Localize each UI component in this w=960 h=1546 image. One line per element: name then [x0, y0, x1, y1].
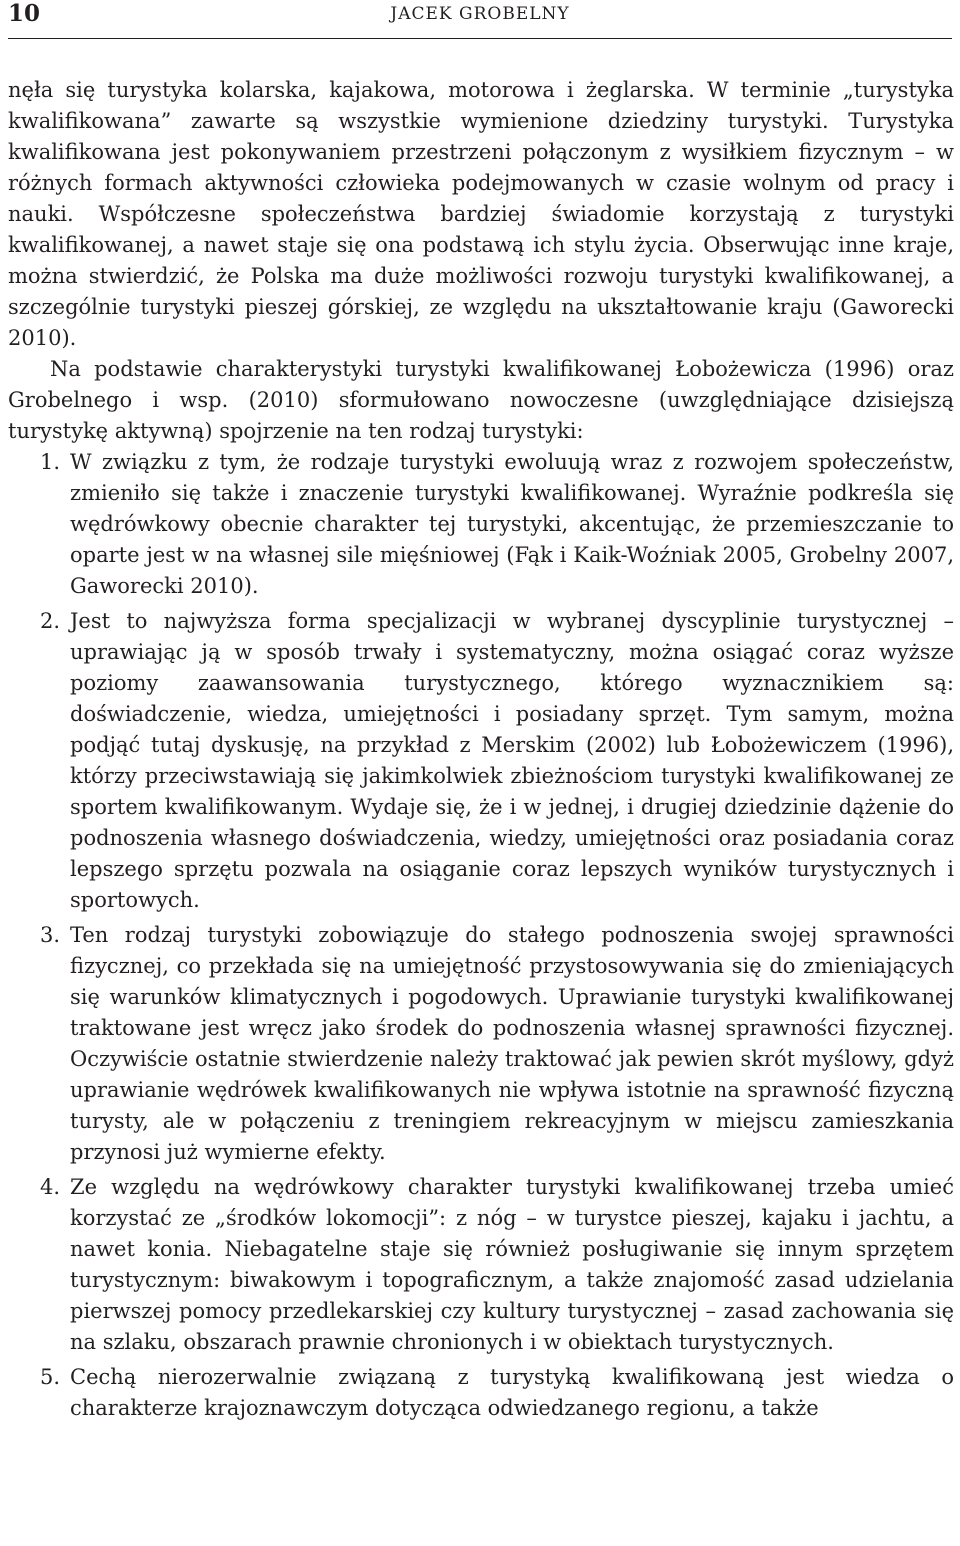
list-item-text: Cechą nierozerwalnie związaną z turystyką kwalifikowaną jest wiedza o charakterze krajoznawczym dotycząca odwiedzanego regionu, a także: [70, 1365, 954, 1420]
list-item-text: Jest to najwyższa forma specjalizacji w wybranej dyscyplinie turystycznej – uprawiając ją w sposób trwały i systematyczny, można osiągać coraz wyższe poziomy zaawansowania turystycznego, którego wyznacznikiem są: doświadczenie, wiedza, umiejętności i posiadany sprzęt. Tym samym, można podjąć tutaj dyskusję, na przykład z Merskim (2002) lub Łobożewiczem (1996), którzy przeciwstawiają się jakimkolwiek zbieżnościom turystyki kwalifikowanej ze sportem kwalifikowanym. Wydaje się, że i w jednej, i drugiej dziedzinie dążenie do podnoszenia własnego doświadczenia, wiedzy, umiejętności oraz posiadania coraz lepszego sprzętu pozwala na osiąganie coraz lepszych wyników turystycznych i sportowych.: [70, 609, 954, 912]
paragraph-continued: nęła się turystyka kolarska, kajakowa, motorowa i żeglarska. W terminie „turystyka kwalifikowana” zawarte są wszystkie wymienione dziedziny turystyki. Turystyka kwalifikowana jest pokonywaniem przestrzeni połączonym z wysiłkiem fizycznym – w różnych formach aktywności człowieka podejmowanych w czasie wolnym od pracy i nauki. Współczesne społeczeństwa bardziej świadomie korzystają z turystyki kwalifikowanej, a nawet staje się ona podstawą ich stylu życia. Obserwując inne kraje, można stwierdzić, że Polska ma duże możliwości rozwoju turystyki kwalifikowanej, a szczególnie turystyki pieszej górskiej, ze względu na ukształtowanie kraju (Gaworecki 2010).: [8, 78, 954, 350]
list-item-text: Ze względu na wędrówkowy charakter turystyki kwalifikowanej trzeba umieć korzystać ze „środków lokomocji”: z nóg – w turystce pieszej, kajaku i jachtu, a nawet konia. Niebagatelne staje się również posługiwanie się innym sprzętem turystycznym: biwakowym i topograficznym, a także znajomość zasad udzielania pierwszej pomocy przedlekarskiej czy kultury turystycznej – zasad zachowania się na szlaku, obszarach prawnie chronionych i w obiektach turystycznych.: [70, 1175, 954, 1354]
list-item-number: 4.: [39, 1175, 60, 1199]
list-item: [8, 920, 954, 1168]
list-item-number: 2.: [39, 609, 60, 633]
list-item-number: 1.: [39, 450, 60, 474]
page-header: [8, 0, 952, 39]
page-number: 10: [8, 0, 41, 27]
body-text: [8, 75, 954, 1424]
running-head-author: JACEK GROBELNY: [390, 4, 570, 24]
paragraph-intro-list: Na podstawie charakterystyki turystyki kwalifikowanej Łobożewicza (1996) oraz Grobelnego i wsp. (2010) sformułowano nowoczesne (uwzględniające dzisiejszą turystykę aktywną) spojrzenie na ten rodzaj turystyki:: [8, 357, 954, 443]
list-item-text: Ten rodzaj turystyki zobowiązuje do stałego podnoszenia swojej sprawności fizycznej, co przekłada się na umiejętność przystosowywania się do zmieniających się warunków klimatycznych i pogodowych. Uprawianie turystyki kwalifikowanej traktowane jest wręcz jako środek do podnoszenia własnej sprawności fizycznej. Oczywiście ostatnie stwierdzenie należy traktować jak pewien skrót myślowy, gdyż uprawianie wędrówek kwalifikowanych nie wpływa istotnie na sprawność fizyczną turysty, ale w połączeniu z treningiem rekreacyjnym w miejscu zamieszkania przynosi już wymierne efekty.: [70, 923, 954, 1164]
list-item: [8, 447, 954, 602]
list-item-number: 5.: [39, 1365, 60, 1389]
list-item: [8, 1172, 954, 1358]
list-item-text: W związku z tym, że rodzaje turystyki ewoluują wraz z rozwojem społeczeństw, zmieniło się także i znaczenie turystyki kwalifikowanej. Wyraźnie podkreśla się wędrówkowy obecnie charakter tej turystyki, akcentując, że przemieszczanie to oparte jest w na własnej sile mięśniowej (Fąk i Kaik-Woźniak 2005, Grobelny 2007, Gaworecki 2010).: [70, 450, 954, 598]
numbered-list: [8, 447, 954, 1424]
list-item: [8, 606, 954, 916]
list-item-number: 3.: [39, 923, 60, 947]
list-item: [8, 1362, 954, 1424]
